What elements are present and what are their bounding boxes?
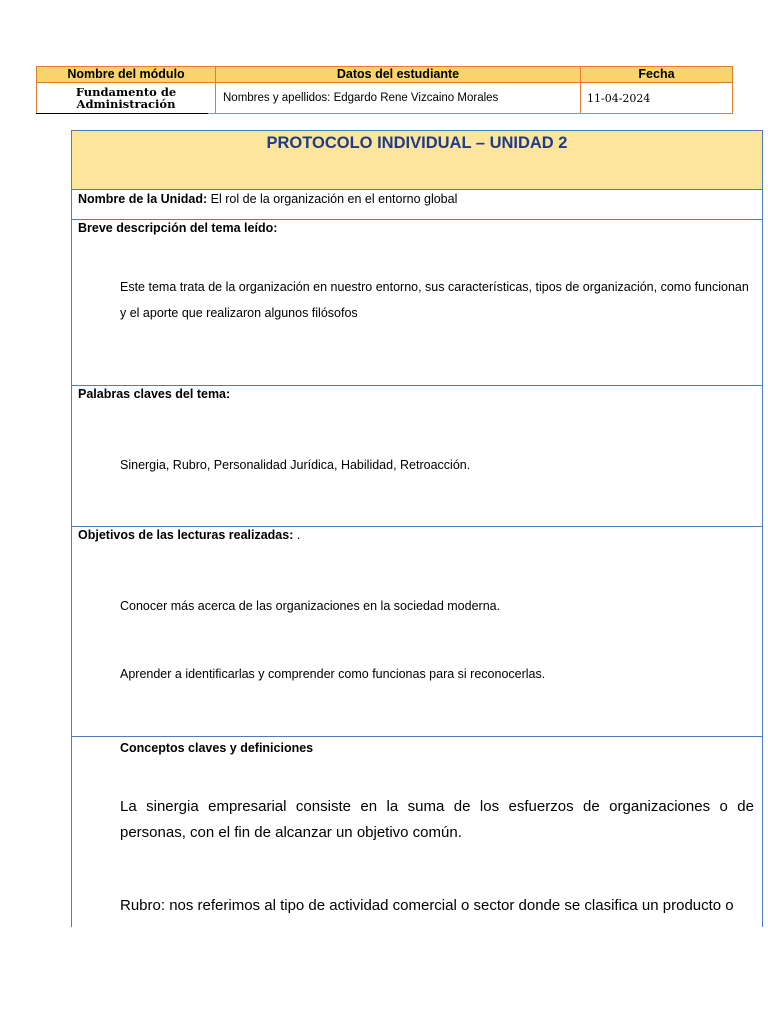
student-name-cell: Nombres y apellidos: Edgardo Rene Vizcaino Morales — [216, 83, 581, 114]
unit-value: El rol de la organización en el entorno global — [207, 192, 458, 206]
keywords-text: Sinergia, Rubro, Personalidad Jurídica, Habilidad, Retroacción. — [120, 458, 471, 472]
header-values-row — [37, 83, 733, 114]
objectives-row — [72, 527, 762, 737]
unit-row — [72, 190, 762, 220]
objective-1: Conocer más acerca de las organizaciones en la sociedad moderna. — [120, 599, 501, 613]
concepts-label: Conceptos claves y definiciones — [120, 741, 314, 755]
unit-label: Nombre de la Unidad: — [78, 192, 208, 206]
date-column-header: Fecha — [581, 67, 733, 83]
objectives-suffix: . — [293, 528, 301, 542]
module-name-cell — [37, 83, 216, 114]
module-name-line1: Fundamento de — [75, 85, 177, 99]
module-column-header: Nombre del módulo — [37, 67, 216, 83]
header-row — [37, 67, 733, 83]
concept-synergy: La sinergia empresarial consiste en la suma de los esfuerzos de organizaciones o de personas, con el fin de alcanzar un objetivo común. — [120, 798, 754, 841]
objectives-label: Objetivos de las lecturas realizadas: — [78, 528, 294, 542]
student-column-header: Datos del estudiante — [216, 67, 581, 83]
objective-2: Aprender a identificarlas y comprender como funcionas para si reconocerlas. — [120, 667, 546, 681]
concepts-row — [72, 737, 762, 927]
header-table — [36, 66, 733, 114]
protocol-title: PROTOCOLO INDIVIDUAL – UNIDAD 2 — [72, 131, 762, 190]
module-name-line2: Administración — [76, 97, 176, 111]
description-label: Breve descripción del tema leído: — [78, 221, 278, 235]
date-cell: 11-04-2024 — [581, 83, 733, 114]
objectives-heading — [78, 528, 300, 542]
protocol-box — [71, 130, 763, 927]
description-row — [72, 220, 762, 386]
header-underline — [36, 113, 208, 114]
description-text: Este tema trata de la organización en nuestro entorno, sus características, tipos de organización, como funcionan y el aporte que realizaron algunos filósofos — [120, 280, 749, 320]
concept-rubro: Rubro: nos referimos al tipo de actividad comercial o sector donde se clasifica un producto o — [120, 897, 734, 914]
keywords-row — [72, 386, 762, 527]
keywords-label: Palabras claves del tema: — [78, 387, 231, 401]
